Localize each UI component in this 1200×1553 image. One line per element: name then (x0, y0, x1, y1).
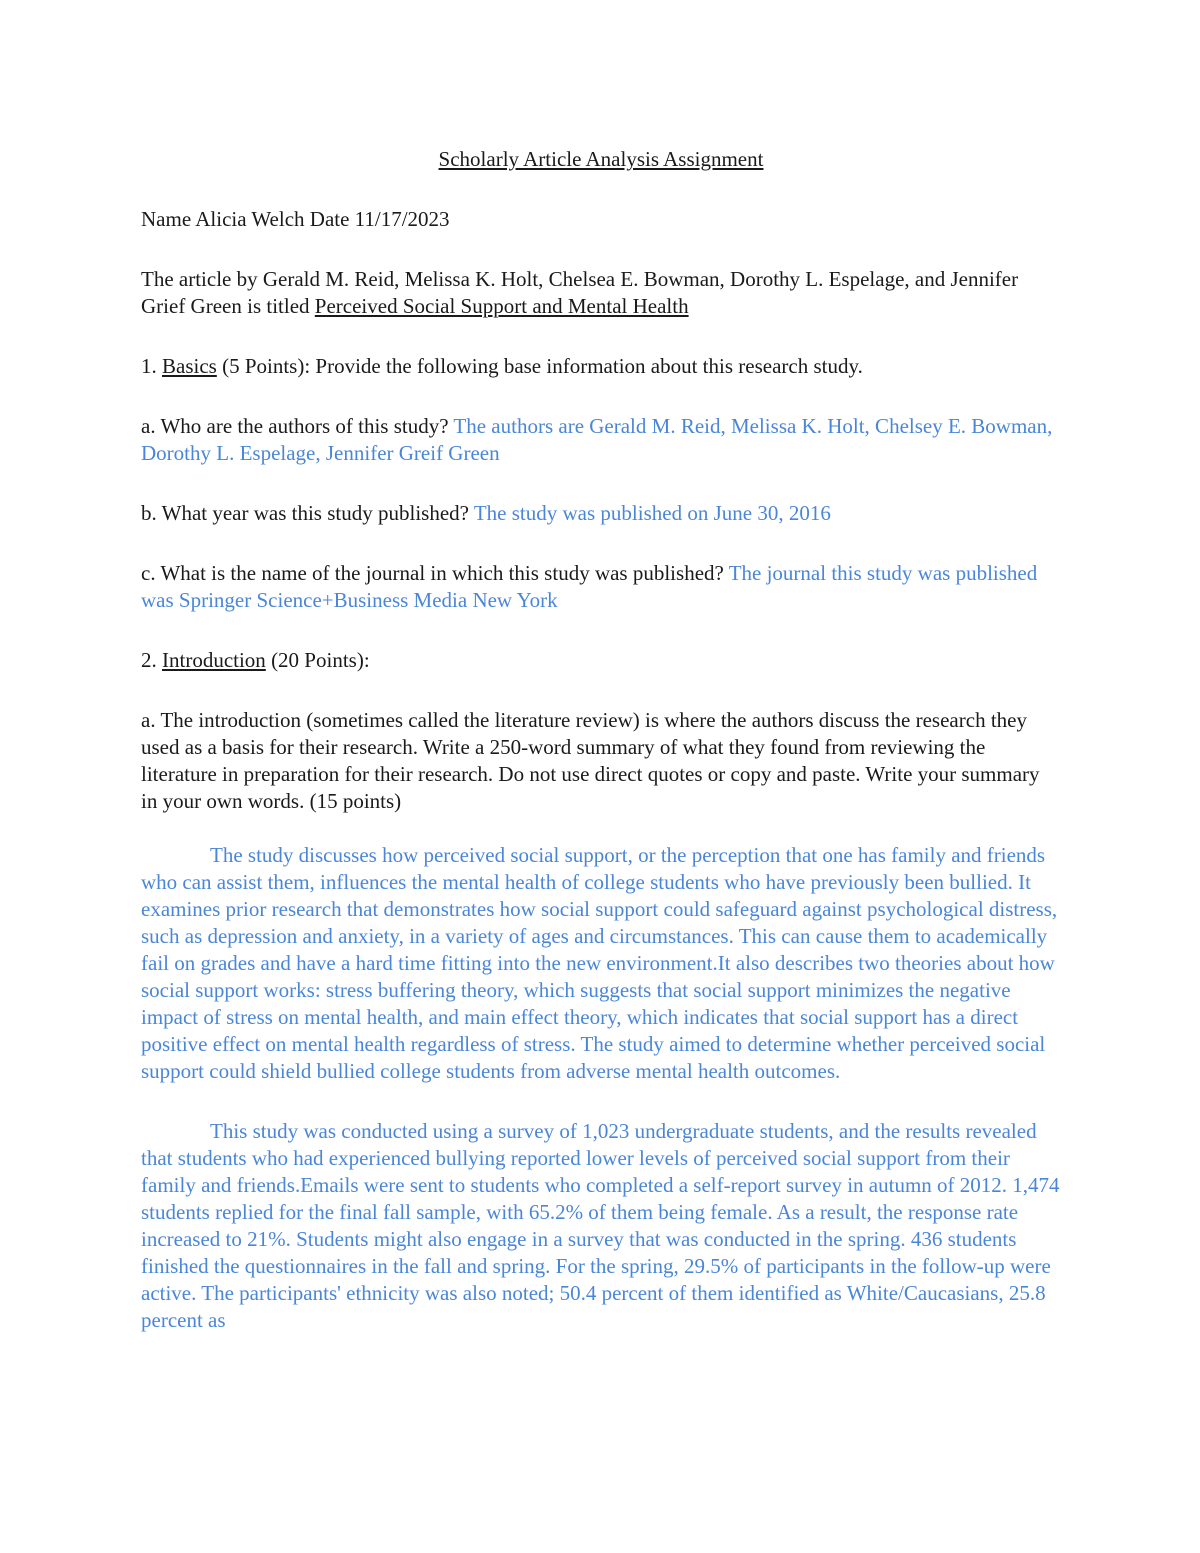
answer-text: The authors are Gerald M. Reid, Melissa K. Holt, Chelsey E. Bowman, Dorothy L. Espelage, Jennifer Greif Green (141, 414, 1053, 465)
answer-text: The journal this study was published was Springer Science+Business Media New York (141, 561, 1038, 612)
summary-paragraph-1: The study discusses how perceived social support, or the perception that one has family and friends who can assist them, influences the mental health of college students who have previously been bullied. It examines prior research that demonstrates how social support could safeguard against psychological distress, such as depression and anxiety, in a variety of ages and circumstances. This can cause them to academically fail on grades and have a hard time fitting into the new environment.It also describes two theories about how social support works: stress buffering theory, which suggests that social support minimizes the negative impact of stress on mental health, and main effect theory, which indicates that social support has a direct positive effect on mental health regardless of stress. The study aimed to determine whether perceived social support could shield bullied college students from adverse mental health outcomes. (141, 843, 1058, 1083)
section-description: (5 Points): Provide the following base information about this research study. (216, 354, 863, 378)
section-heading: Basics (162, 354, 217, 378)
section-introduction (141, 647, 1061, 674)
section-heading: Introduction (162, 648, 266, 672)
article-intro-text: The article by Gerald M. Reid, Melissa K. Holt, Chelsea E. Bowman, Dorothy L. Espelage, and Jennifer Grief Green is titled (141, 267, 1019, 318)
section-basics (141, 353, 1061, 380)
question-authors (141, 413, 1061, 467)
section-description: (20 Points): (265, 648, 370, 672)
document-body (141, 146, 1061, 1367)
document-title: Scholarly Article Analysis Assignment (438, 147, 764, 171)
summary-paragraph-2: This study was conducted using a survey of 1,023 undergraduate students, and the results revealed that students who had experienced bullying reported lower levels of perceived social support from their family and friends.Emails were sent to students who completed a self-report survey in autumn of 2012. 1,474 students replied for the final fall sample, with 65.2% of them being female. As a result, the response rate increased to 21%. Students might also engage in a survey that was conducted in the spring. 436 students finished the questionnaires in the fall and spring. For the spring, 29.5% of participants in the follow-up were active. The participants' ethnicity was also noted; 50.4 percent of them identified as White/Caucasians, 25.8 percent as (141, 1119, 1060, 1332)
question-year (141, 500, 1061, 527)
name-date-line: Name Alicia Welch Date 11/17/2023 (141, 207, 450, 231)
article-title: Perceived Social Support and Mental Health (314, 294, 689, 318)
section-number: 1. (141, 354, 162, 378)
article-intro (141, 266, 1061, 320)
question-text: c. What is the name of the journal in which this study was published? (141, 561, 729, 585)
section-number: 2. (141, 648, 162, 672)
question-text: b. What year was this study published? (141, 501, 474, 525)
answer-text: The study was published on June 30, 2016 (473, 501, 831, 525)
introduction-prompt: a. The introduction (sometimes called the literature review) is where the authors discuss the research they used as a basis for their research. Write a 250-word summary of what they found from reviewing the literature in preparation for their research. Do not use direct quotes or copy and paste. Write your summary in your own words. (15 points) (141, 708, 1040, 813)
question-text: a. Who are the authors of this study? (141, 414, 454, 438)
question-journal (141, 560, 1061, 614)
